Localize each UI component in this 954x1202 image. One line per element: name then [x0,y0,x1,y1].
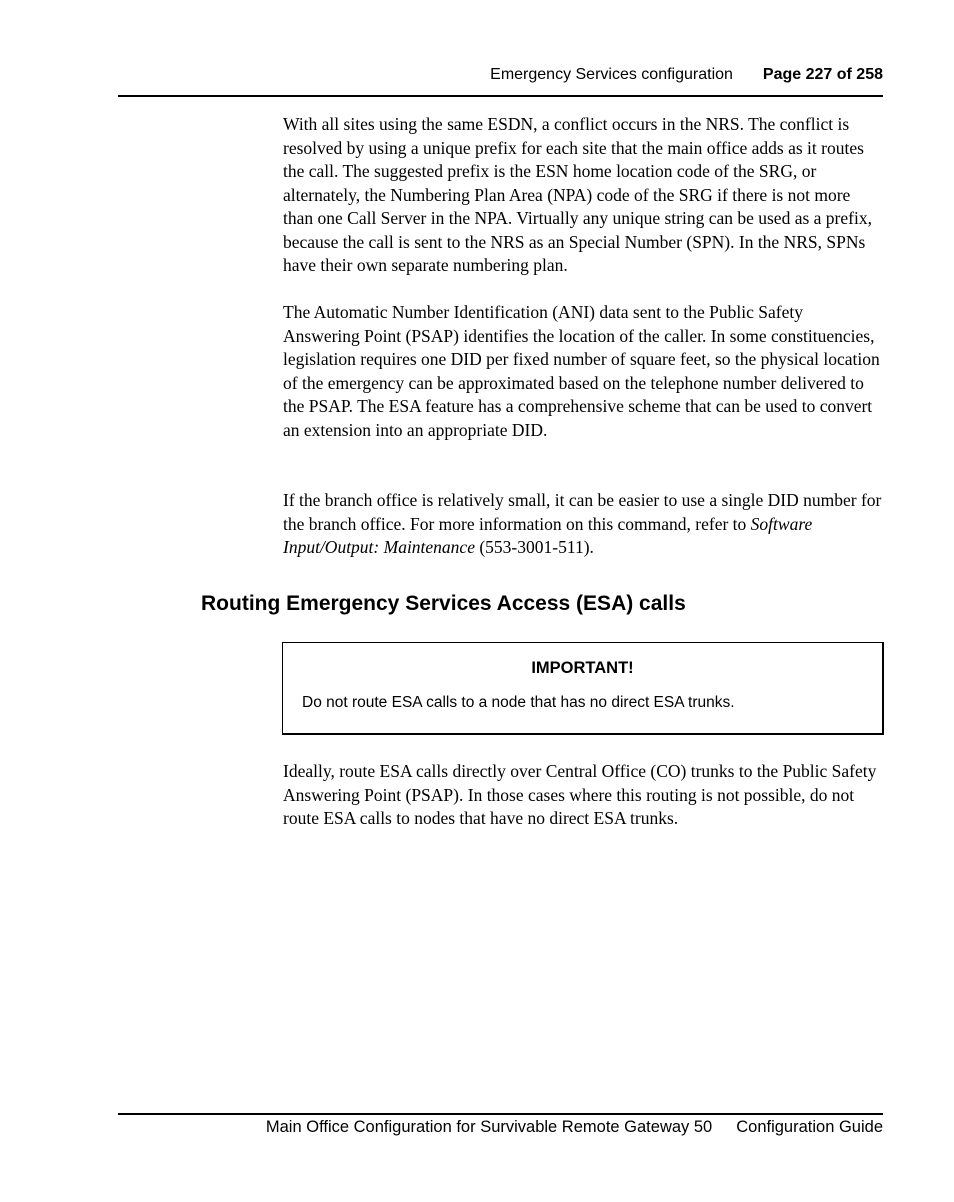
section-heading: Routing Emergency Services Access (ESA) calls [201,592,686,615]
important-notice-box [282,642,884,735]
footer-rule [118,1113,883,1115]
footer-document-title: Main Office Configuration for Survivable Remote Gateway 50 [265,1118,713,1136]
important-notice-text: Do not route ESA calls to a node that has no direct ESA trunks. [302,694,735,711]
document-reference: Software Input/Output: Maintenance [283,513,813,557]
page-footer [118,1118,883,1137]
paragraph-esdn-conflict: With all sites using the same ESDN, a conflict occurs in the NRS. The conflict is resolved by using a unique prefix for each site that the main office adds as it routes the call. The suggested prefix is the ESN home location code of the SRG, or alternately, the Numbering Plan Area (NPA) code of the SRG if there is not more than one Call Server in the NPA. Virtually any unique string can be used as a prefix, because the call is sent to the NRS as an Special Number (SPN). In the NRS, SPNs have their own separate numbering plan. [283,114,872,275]
header-rule [118,95,883,97]
paragraph-routing-advice: Ideally, route ESA calls directly over Central Office (CO) trunks to the Public Safety Answering Point (PSAP). In those cases where this routing is not possible, do not route ESA calls to nodes that have no direct ESA trunks. [283,761,877,828]
header-section-title: Emergency Services configuration [490,66,733,83]
important-notice-title: IMPORTANT! [531,659,634,677]
paragraph-single-did [283,489,883,560]
paragraph-ani-data: The Automatic Number Identification (ANI) data sent to the Public Safety Answering Point (PSAP) identifies the location of the caller. In some constituencies, legislation requires one DID per fixed number of square feet, so the physical location of the emergency can be approximated based on the telephone number delivered to the PSAP. The ESA feature has a comprehensive scheme that can be used to convert an extension into an appropriate DID. [283,302,880,440]
header-page-number: Page 227 of 258 [762,66,883,83]
paragraph-single-did-text: If the branch office is relatively small, it can be easier to use a single DID number for the branch office. For more information on this command, refer to [283,490,882,534]
page-header [118,66,883,86]
document-reference-number: (553-3001-511). [474,537,594,557]
footer-document-type: Configuration Guide [736,1118,883,1136]
